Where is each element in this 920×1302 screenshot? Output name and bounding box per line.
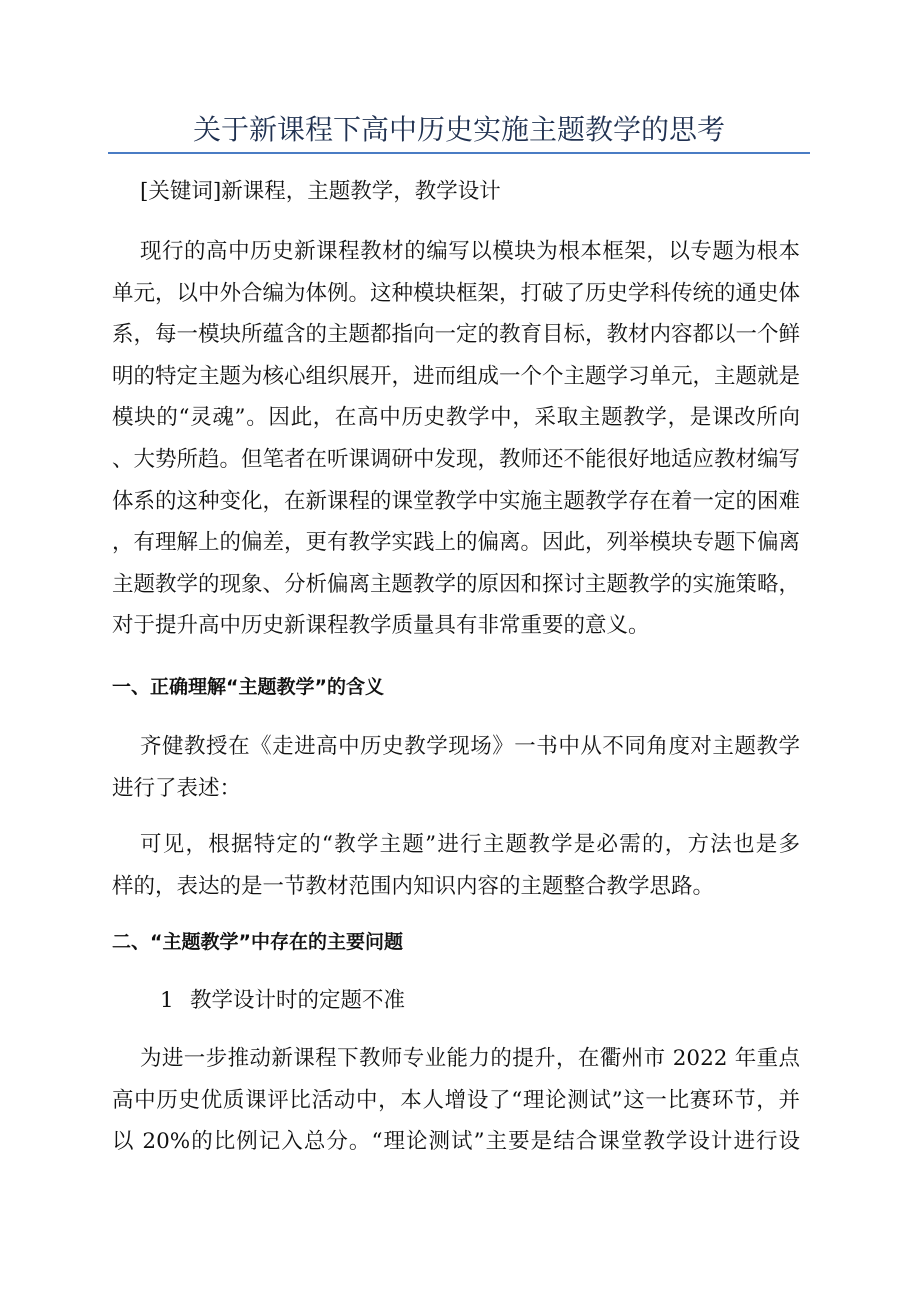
text-line: 模块的“灵魂”。因此，在高中历史教学中，采取主题教学，是课改所向	[112, 405, 800, 431]
text-line: 对于提升高中历史新课程教学质量具有非常重要的意义。	[112, 613, 650, 639]
section-heading-2	[112, 922, 800, 964]
text-line: 体系的这种变化，在新课程的课堂教学中实施主题教学存在着一定的困难	[112, 488, 800, 514]
document-title: 关于新课程下高中历史实施主题教学的思考	[192, 113, 725, 146]
text-line: 现行的高中历史新课程教材的编写以模块为根本框架，以专题为根本	[140, 239, 800, 264]
paragraph-theory-test	[112, 1038, 800, 1163]
heading-text: 一、正确理解“主题教学”的含义	[112, 676, 384, 698]
text-line: ，有理解上的偏差，更有教学实践上的偏离。因此，列举模块专题下偏离	[112, 530, 800, 556]
text-line: 齐健教授在《走进高中历史教学现场》一书中从不同角度对主题教学	[140, 734, 800, 759]
text-line: 为进一步推动新课程下教师专业能力的提升，在衢州市 2022 年重点	[140, 1046, 800, 1071]
text-line: 明的特定主题为核心组织展开，进而组成一个个主题学习单元，主题就是	[112, 363, 800, 389]
text-line: 可见，根据特定的“教学主题”进行主题教学是必需的，方法也是多	[140, 832, 800, 857]
paragraph-intro	[112, 231, 800, 647]
text-line: 进行了表述：	[112, 775, 242, 801]
paragraph-definition	[112, 726, 800, 809]
text-line: 系，每一模块所蕴含的主题都指向一定的教育目标，教材内容都以一个鲜	[112, 322, 800, 348]
item-number: 1	[160, 988, 174, 1013]
text-line: 以 20%的比例记入总分。“理论测试”主要是结合课堂教学设计进行设	[112, 1129, 800, 1155]
subheading-1	[160, 980, 800, 1022]
heading-text: 二、“主题教学”中存在的主要问题	[112, 931, 403, 953]
paragraph-summary	[112, 824, 800, 907]
text-line: 单元，以中外合编为体例。这种模块框架，打破了历史学科传统的通史体	[112, 280, 800, 306]
text-line: 高中历史优质课评比活动中，本人增设了“理论测试”这一比赛环节，并	[112, 1087, 800, 1113]
title-divider	[108, 152, 810, 154]
section-heading-1	[112, 667, 800, 709]
keywords-line: [关键词]新课程，主题教学，教学设计	[140, 179, 501, 204]
keywords	[112, 171, 800, 213]
text-line: 主题教学的现象、分析偏离主题教学的原因和探讨主题教学的实施策略，	[112, 571, 800, 597]
text-line: 、大势所趋。但笔者在听课调研中发现，教师还不能很好地适应教材编写	[112, 446, 800, 472]
item-text: 教学设计时的定题不准	[190, 988, 406, 1013]
text-line: 样的，表达的是一节教材范围内知识内容的主题整合教学思路。	[112, 873, 715, 899]
